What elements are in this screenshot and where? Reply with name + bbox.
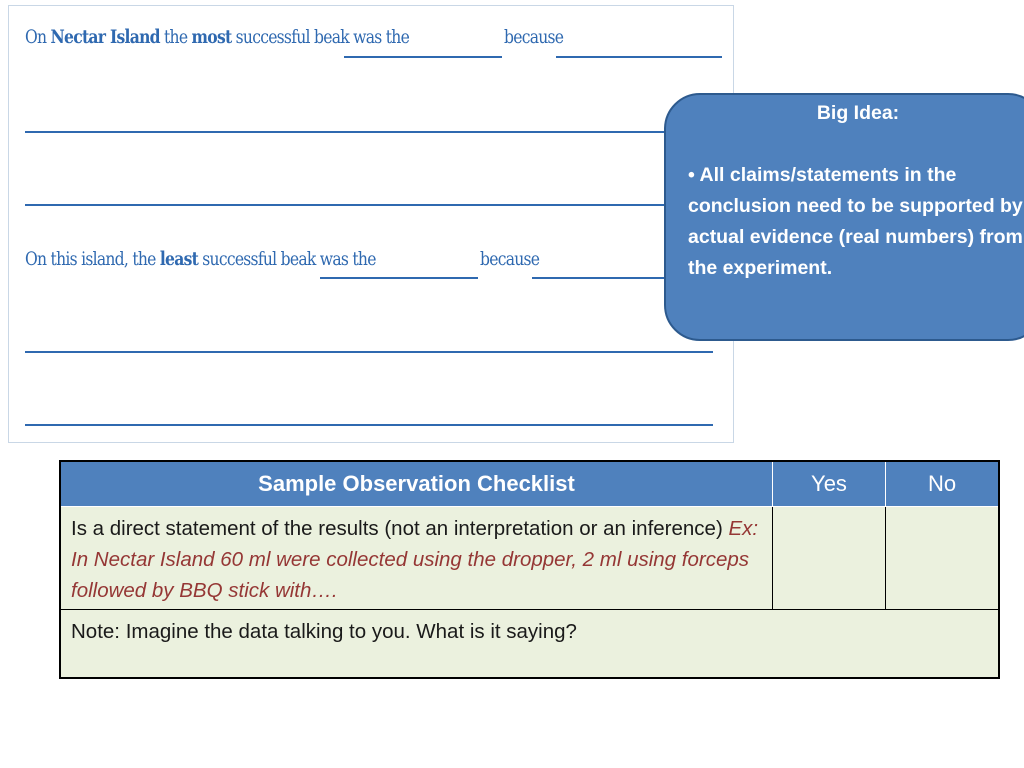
header-checklist xyxy=(61,462,773,506)
prompt-word: the xyxy=(164,26,188,48)
table-row xyxy=(61,609,998,677)
big-idea-callout xyxy=(664,93,1024,341)
prompt-island: Nectar Island xyxy=(50,26,160,48)
table-header-row xyxy=(61,462,998,506)
answer-line xyxy=(25,131,675,133)
observation-checklist-table xyxy=(59,460,1000,679)
prompt-rest: successful beak was the xyxy=(202,248,376,270)
yes-cell[interactable] xyxy=(773,507,886,609)
worksheet-image xyxy=(8,5,734,443)
criterion-statement: Is a direct statement of the results (not an interpretation or an inference) xyxy=(71,517,723,540)
answer-blank xyxy=(344,56,502,58)
prompt-word: On this island, the xyxy=(25,248,156,270)
callout-title: Big Idea: xyxy=(816,102,900,124)
note-text: Note: Imagine the data talking to you. What is it saying? xyxy=(71,620,577,643)
criterion-cell xyxy=(61,507,773,609)
worksheet-prompt-least xyxy=(25,248,376,270)
criterion-example: Ex: In Nectar Island 60 ml were collected using the dropper, 2 ml using forceps followed by BBQ stick with…. xyxy=(71,517,759,602)
answer-line xyxy=(25,351,713,353)
worksheet-because: because xyxy=(480,248,540,270)
worksheet-prompt-most xyxy=(25,26,409,48)
answer-blank xyxy=(320,277,478,279)
answer-blank xyxy=(532,277,675,279)
header-no: No xyxy=(927,471,957,496)
criterion-text xyxy=(61,507,772,606)
answer-blank xyxy=(556,56,722,58)
callout-bullet: • All claims/statements in the conclusion need to be supported by actual evidence (real numbers) from the experiment. xyxy=(688,164,1023,279)
answer-line xyxy=(25,204,675,206)
answer-line xyxy=(25,424,713,426)
table-row xyxy=(61,506,998,609)
prompt-rest: successful beak was the xyxy=(235,26,410,48)
header-title: Sample Observation Checklist xyxy=(258,471,575,496)
worksheet-because: because xyxy=(504,26,564,48)
prompt-most: most xyxy=(191,26,232,48)
prompt-least: least xyxy=(159,248,199,270)
header-yes: Yes xyxy=(773,462,886,506)
no-cell[interactable] xyxy=(886,507,998,609)
note-cell xyxy=(61,610,998,677)
prompt-word: On xyxy=(25,26,47,48)
